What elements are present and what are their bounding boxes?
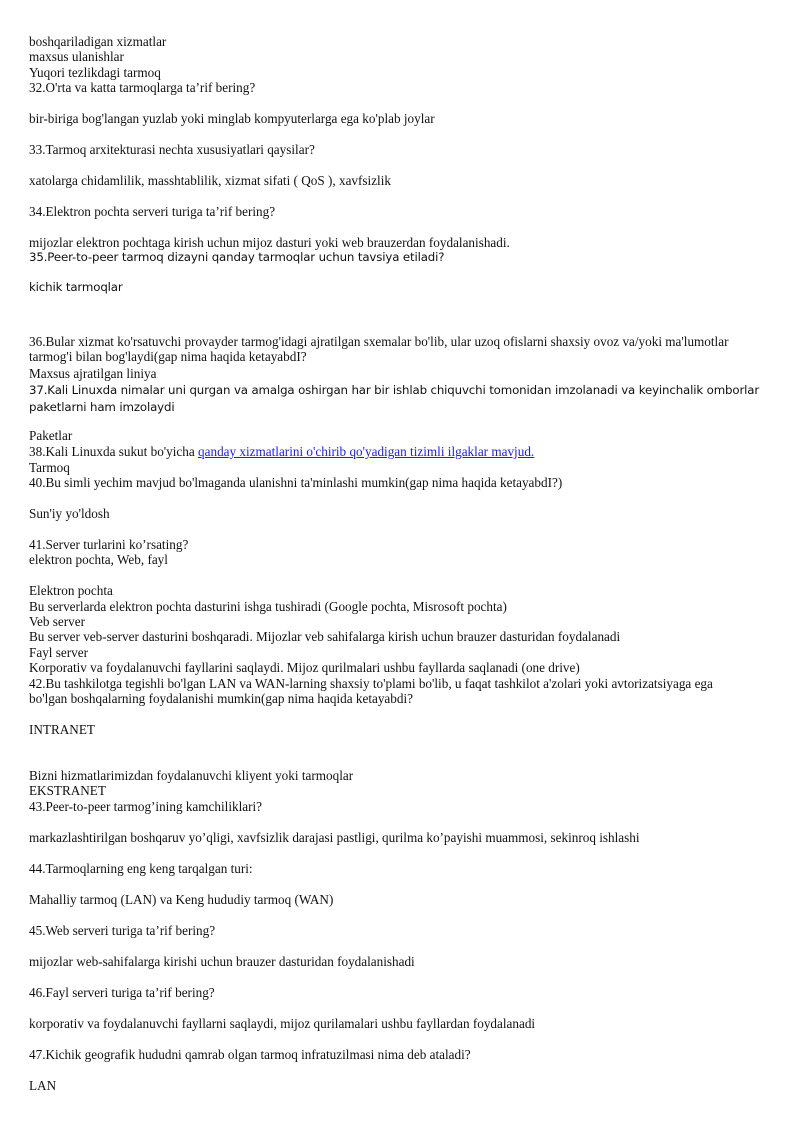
server-type-description: Bu server veb-server dasturini boshqaradi. Mijozlar veb sahifalarga kirish uchun brauzer dasturidan foydalanadi <box>29 629 621 644</box>
question-47: 47.Kichik geografik hududni qamrab olgan tarmoq infratuzilmasi nima deb ataladi? <box>29 1047 471 1062</box>
question-36: 36.Bular xizmat ko'rsatuvchi provayder tarmog'idagi ajratilgan sxemalar bo'lib, ular uzoq ofislarni shaxsiy ovoz va/yoki ma'lumotlar tarmog'i bilan bog'laydi(gap nima haqida ketayabdI? <box>29 334 729 365</box>
question-45: 45.Web serveri turiga ta’rif bering? <box>29 923 216 938</box>
question-46: 46.Fayl serveri turiga ta’rif bering? <box>29 985 215 1000</box>
question-37: 37.Kali Linuxda nimalar uni qurgan va amalga oshirgan har bir ishlab chiquvchi tomonidan imzolanadi va keyinchalik omborlar paketlarni ham imzolaydi <box>29 383 760 414</box>
answer-34: mijozlar elektron pochtaga kirish uchun mijoz dasturi yoki web brauzerdan foydalanishadi. <box>29 235 510 250</box>
question-35: 35.Peer-to-peer tarmoq dizayni qanday tarmoqlar uchun tavsiya etiladi? <box>29 250 445 264</box>
server-type-description: Bu serverlarda elektron pochta dasturini ishga tushiradi (Google pochta, Misrosoft pochta) <box>29 599 507 614</box>
text-line: boshqariladigan xizmatlar <box>29 34 167 49</box>
answer-38: Tarmoq <box>29 460 70 475</box>
question-43: 43.Peer-to-peer tarmog’ining kamchiliklari? <box>29 799 262 814</box>
answer-35: kichik tarmoqlar <box>29 280 123 294</box>
question-34: 34.Elektron pochta serveri turiga ta’rif bering? <box>29 204 276 219</box>
answer-46: korporativ va foydalanuvchi fayllarni saqlaydi, mijoz qurilamalari ushbu fayllardan foydalanadi <box>29 1016 536 1031</box>
question-38-link[interactable]: qanday xizmatlarini o'chirib qo'yadigan tizimli ilgaklar mavjud. <box>198 444 535 459</box>
answer-40: Sun'iy yo'ldosh <box>29 506 110 521</box>
server-type-description: Korporativ va foydalanuvchi fayllarini saqlaydi. Mijoz qurilmalari ushbu fayllarda saqlanadi (one drive) <box>29 660 580 675</box>
answer-41: elektron pochta, Web, fayl <box>29 552 168 567</box>
question-33: 33.Tarmoq arxitekturasi nechta xususiyatlari qaysilar? <box>29 142 315 157</box>
answer-33: xatolarga chidamlilik, masshtablilik, xizmat sifati ( QoS ), xavfsizlik <box>29 173 391 188</box>
answer-47: LAN <box>29 1078 57 1093</box>
text-line: EKSTRANET <box>29 783 106 798</box>
question-32: 32.O'rta va katta tarmoqlarga ta’rif bering? <box>29 80 256 95</box>
answer-37: Paketlar <box>29 428 73 443</box>
question-41: 41.Server turlarini ko’rsating? <box>29 537 189 552</box>
answer-42: INTRANET <box>29 722 95 737</box>
text-line: Yuqori tezlikdagi tarmoq <box>29 65 161 80</box>
answer-32: bir-biriga bog'langan yuzlab yoki minglab kompyuterlarga ega ko'plab joylar <box>29 111 435 126</box>
answer-45: mijozlar web-sahifalarga kirishi uchun brauzer dasturidan foydalanishadi <box>29 954 415 969</box>
question-38 <box>29 444 534 459</box>
text-line: maxsus ulanishlar <box>29 49 124 64</box>
question-38-text: 38.Kali Linuxda sukut bo'yicha <box>29 444 199 459</box>
question-42: 42.Bu tashkilotga tegishli bo'lgan LAN va WAN-larning shaxsiy to'plami bo'lib, u faqat tashkilot a'zolari yoki avtorizatsiyaga ega bo'lgan boshqalarning foydalanishi mumkin(gap nima haqida ketayabdi? <box>29 676 713 707</box>
answer-44: Mahalliy tarmoq (LAN) va Keng hududiy tarmoq (WAN) <box>29 892 334 907</box>
server-type-heading: Veb server <box>29 614 86 629</box>
answer-36: Maxsus ajratilgan liniya <box>29 366 157 381</box>
answer-43: markazlashtirilgan boshqaruv yo’qligi, xavfsizlik darajasi pastligi, qurilma ko’payishi muammosi, sekinroq ishlashi <box>29 830 640 845</box>
server-type-heading: Fayl server <box>29 645 88 660</box>
server-type-heading: Elektron pochta <box>29 583 113 598</box>
text-line: Bizni hizmatlarimizdan foydalanuvchi kliyent yoki tarmoqlar <box>29 768 354 783</box>
question-40: 40.Bu simli yechim mavjud bo'lmaganda ulanishni ta'minlashi mumkin(gap nima haqida ketayabdI?) <box>29 475 563 490</box>
question-44: 44.Tarmoqlarning eng keng tarqalgan turi: <box>29 861 253 876</box>
